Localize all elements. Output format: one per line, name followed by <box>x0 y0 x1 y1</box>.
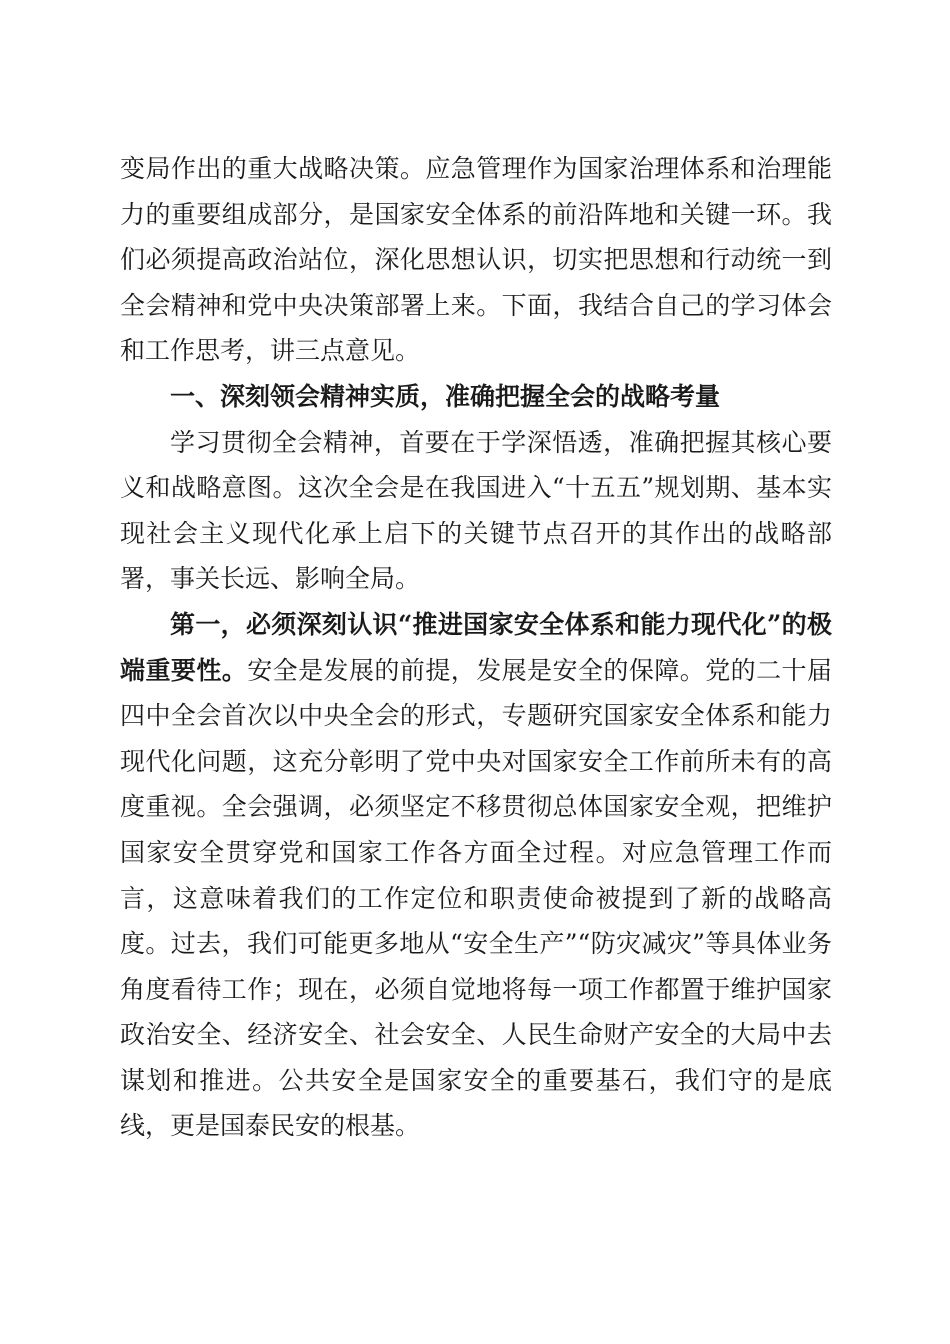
document-body <box>120 146 832 1149</box>
point-one-body: 安全是发展的前提，发展是安全的保障。党的二十届四中全会首次以中央全会的形式，专题研究国家安全体系和能力现代化问题，这充分彰明了党中央对国家安全工作前所未有的高度重视。全会强调，必须坚定不移贯彻总体国家安全观，把维护国家安全贯穿党和国家工作各方面全过程。对应急管理工作而言，这意味着我们的工作定位和职责使命被提到了新的战略高度。过去，我们可能更多地从“安全生产”“防灾减灾”等具体业务角度看待工作；现在，必须自觉地将每一项工作都置于维护国家政治安全、经济安全、社会安全、人民生命财产安全的大局中去谋划和推进。公共安全是国家安全的重要基石，我们守的是底线，更是国泰民安的根基。 <box>120 655 832 1141</box>
paragraph-point-one <box>120 602 832 1149</box>
paragraph-intro: 学习贯彻全会精神，首要在于学深悟透，准确把握其核心要义和战略意图。这次全会是在我国进入“十五五”规划期、基本实现社会主义现代化承上启下的关键节点召开的其作出的战略部署，事关长远、影响全局。 <box>120 427 832 594</box>
paragraph-continued: 变局作出的重大战略决策。应急管理作为国家治理体系和治理能力的重要组成部分，是国家安全体系的前沿阵地和关键一环。我们必须提高政治站位，深化思想认识，切实把思想和行动统一到全会精神和党中央决策部署上来。下面，我结合自己的学习体会和工作思考，讲三点意见。 <box>120 154 832 366</box>
section-heading: 一、深刻领会精神实质，准确把握全会的战略考量 <box>170 381 721 411</box>
point-one-lead: 第一，必须深刻认识“推进国家安全体系和能力现代化”的极端重要性。 <box>120 609 832 685</box>
